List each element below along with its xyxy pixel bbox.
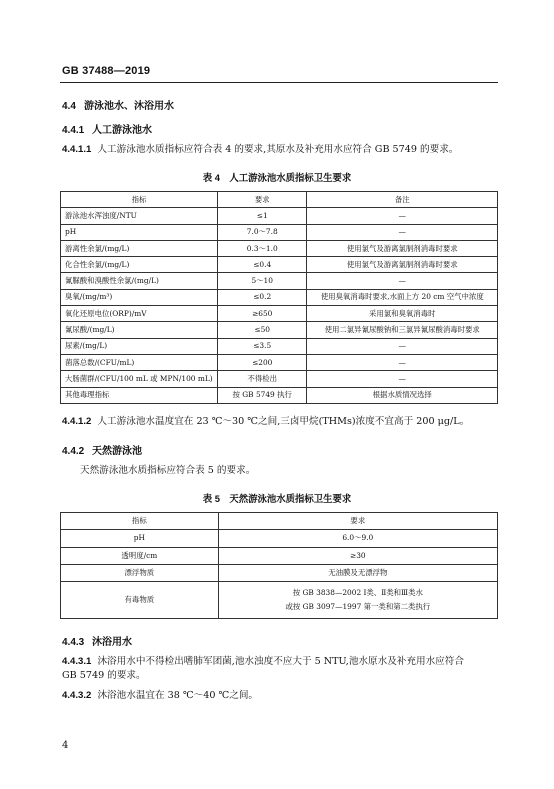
paragraph-text: 沐浴池水温宜在 38 ℃～40 ℃之间。 [97,690,259,701]
table-row [61,289,498,305]
requirement-cell: ≤1 [217,208,306,224]
section-heading-4-4 [62,97,174,112]
indicator-cell: 菌落总数/(CFU/mL) [61,354,218,370]
indicator-cell: 臭氧/(mg/m³) [61,289,218,305]
paragraph-4-4-3-1 [62,655,498,683]
table-4-caption: 表 4 人工游泳池水质指标卫生要求 [202,172,352,183]
table-row [61,564,498,581]
subsection-number: 4.4.2 [62,446,85,457]
remark-cell: 使用氯气及游离氯制剂消毒时要求 [307,257,498,273]
section-title: 游泳池水、沐浴用水 [84,101,174,112]
subsection-heading-4-4-2 [62,442,142,457]
requirement-cell: ≤0.2 [217,289,306,305]
column-header-requirement: 要求 [218,513,497,530]
subsection-title: 人工游泳池水 [92,125,152,136]
indicator-cell: 游泳池水浑浊度/NTU [61,208,218,224]
table-row [61,530,498,547]
indicator-cell: 有毒物质 [61,582,219,619]
remark-cell: 使用二氯异氰尿酸钠和三氯异氰尿酸消毒时要求 [307,322,498,338]
indicator-cell: 氰脲酸和溴酸性余氯/(mg/L) [61,273,218,289]
requirement-cell: ≤0.4 [217,257,306,273]
subsection-heading-4-4-1 [62,121,152,136]
table-row [61,547,498,564]
table-row [61,387,498,403]
indicator-cell: 大肠菌群/(CFU/100 mL 或 MPN/100 mL) [61,371,218,387]
paragraph-text: 沐浴用水中不得检出嗜肺军团菌,池水浊度不应大于 5 NTU,池水原水及补充用水应符合 [97,656,464,667]
requirement-cell: 不得检出 [217,371,306,387]
paragraph-text: 人工游泳池水温度宜在 23 ℃～30 ℃之间,三卤甲烷(THMs)浓度不宜高于 200 μg/L。 [97,416,470,427]
table-header-row [61,513,498,530]
table-header-row [61,192,498,208]
indicator-cell: 化合性余氯/(mg/L) [61,257,218,273]
table-row [61,240,498,256]
remark-cell: — [307,338,498,354]
requirement-cell: 6.0～9.0 [218,530,497,547]
subsection-title: 天然游泳池 [92,446,142,457]
subsection-number: 4.4.1 [62,125,85,136]
paragraph-text: 人工游泳池水质指标应符合表 4 的要求,其原水及补充用水应符合 GB 5749 的要求。 [97,144,459,155]
subsection-heading-4-4-3 [62,633,132,648]
requirement-cell: ≥30 [218,547,497,564]
standard-id: GB 37488—2019 [62,65,151,77]
table-row [61,338,498,354]
requirement-line: 按 GB 3838—2002 Ⅰ类、Ⅱ类和Ⅲ类水 [292,588,423,598]
page-number: 4 [62,740,69,751]
remark-cell: — [307,208,498,224]
remark-cell: 使用氯气及游离氯制剂消毒时要求 [307,240,498,256]
paragraph-4-4-3-2 [62,689,258,703]
paragraph-number: 4.4.1.1 [62,144,92,155]
table-5 [60,512,498,619]
remark-cell: 使用臭氧消毒时要求,水面上方 20 cm 空气中浓度 [307,289,498,305]
requirement-cell: ≤200 [217,354,306,370]
remark-cell: — [307,224,498,240]
requirement-line: 或按 GB 3097—1997 第一类和第二类执行 [285,602,431,612]
paragraph-line: GB 5749 的要求。 [62,670,146,681]
remark-cell: 采用氯和臭氧消毒时 [307,306,498,322]
table-row [61,582,498,619]
indicator-cell: 氰尿酸/(mg/L) [61,322,218,338]
table-row [61,306,498,322]
indicator-cell: 其他毒理指标 [61,387,218,403]
requirement-cell: 无油膜及无漂浮物 [218,564,497,581]
column-header-indicator: 指标 [61,513,219,530]
header-rule [60,82,498,83]
paragraph-number: 4.4.3.1 [62,656,92,667]
remark-cell: — [307,371,498,387]
indicator-cell: 尿素/(mg/L) [61,338,218,354]
indicator-cell: 透明度/cm [61,547,219,564]
requirement-cell: ≥650 [217,306,306,322]
paragraph-line [62,655,498,669]
requirement-cell [218,582,497,619]
table-5-caption: 表 5 天然游泳池水质指标卫生要求 [202,493,352,504]
indicator-cell: 游离性余氯/(mg/L) [61,240,218,256]
table-row [61,224,498,240]
indicator-cell: 氧化还原电位(ORP)/mV [61,306,218,322]
column-header-remark: 备注 [307,192,498,208]
paragraph-4-4-2: 天然游泳池水质指标应符合表 5 的要求。 [80,465,256,476]
requirement-cell: ≤50 [217,322,306,338]
requirement-cell: 按 GB 5749 执行 [217,387,306,403]
remark-cell: — [307,273,498,289]
column-header-requirement: 要求 [217,192,306,208]
table-row [61,208,498,224]
section-number: 4.4 [62,101,76,112]
paragraph-4-4-1-1 [62,143,458,157]
indicator-cell: pH [61,530,219,547]
remark-cell: 根据水质情况选择 [307,387,498,403]
table-row [61,257,498,273]
table-row [61,322,498,338]
paragraph-number: 4.4.1.2 [62,416,92,427]
table-row [61,354,498,370]
requirement-cell: 0.3～1.0 [217,240,306,256]
subsection-title: 沐浴用水 [92,637,132,648]
indicator-cell: 漂浮物质 [61,564,219,581]
table-row [61,273,498,289]
remark-cell: — [307,354,498,370]
subsection-number: 4.4.3 [62,637,85,648]
paragraph-4-4-1-2 [62,415,469,429]
table-row [61,371,498,387]
column-header-indicator: 指标 [61,192,218,208]
paragraph-number: 4.4.3.2 [62,690,92,701]
requirement-cell: 7.0～7.8 [217,224,306,240]
requirement-cell: ≤3.5 [217,338,306,354]
indicator-cell: pH [61,224,218,240]
requirement-cell: 5～10 [217,273,306,289]
table-4 [60,191,498,404]
